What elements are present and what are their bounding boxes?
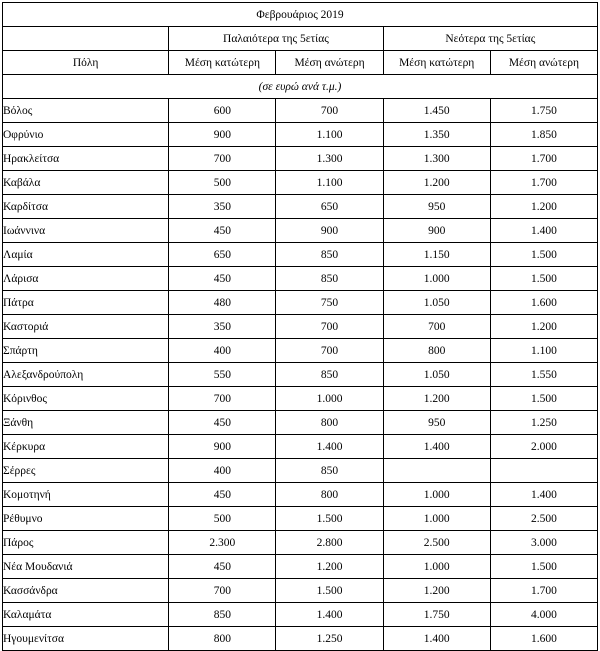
new-low-value: 1.400: [383, 627, 490, 651]
old-high-value: 800: [276, 411, 383, 435]
table-unit-note-row: [3, 75, 598, 99]
new-low-value: 1.050: [383, 363, 490, 387]
new-high-value: 2.000: [490, 435, 597, 459]
city-name: Ξάνθη: [3, 411, 169, 435]
new-low-value: 1.200: [383, 579, 490, 603]
old-low-value: 850: [169, 603, 276, 627]
old-high-value: 750: [276, 291, 383, 315]
old-high-value: 2.800: [276, 531, 383, 555]
table-row: [3, 315, 598, 339]
city-name: Αλεξανδρούπολη: [3, 363, 169, 387]
city-name: Νέα Μουδανιά: [3, 555, 169, 579]
city-name: Καρδίτσα: [3, 195, 169, 219]
old-low-value: 900: [169, 123, 276, 147]
old-low-value: 450: [169, 219, 276, 243]
table-row: [3, 483, 598, 507]
city-name: Καλαμάτα: [3, 603, 169, 627]
old-high-value: 850: [276, 267, 383, 291]
old-low-value: 900: [169, 435, 276, 459]
city-name: Κασσάνδρα: [3, 579, 169, 603]
table-row: [3, 339, 598, 363]
old-low-value: 700: [169, 387, 276, 411]
old-low-value: 350: [169, 195, 276, 219]
new-high-value: 1.700: [490, 579, 597, 603]
new-low-value: 1.200: [383, 387, 490, 411]
empty-corner-cell: [3, 27, 169, 51]
city-name: Σέρρες: [3, 459, 169, 483]
table-row: [3, 171, 598, 195]
old-low-value: 550: [169, 363, 276, 387]
table-column-header-row: [3, 51, 598, 75]
city-name: Λαμία: [3, 243, 169, 267]
unit-note: (σε ευρώ ανά τ.μ.): [3, 75, 598, 99]
new-high-value: 1.500: [490, 243, 597, 267]
table-row: [3, 531, 598, 555]
old-low-value: 500: [169, 171, 276, 195]
new-low-value: 2.500: [383, 531, 490, 555]
city-name: Ρέθυμνο: [3, 507, 169, 531]
old-low-value: 400: [169, 459, 276, 483]
table-row: [3, 459, 598, 483]
new-low-value: 1.000: [383, 267, 490, 291]
new-high-value: 1.600: [490, 627, 597, 651]
new-low-value: 1.450: [383, 99, 490, 123]
old-high-value: 850: [276, 363, 383, 387]
new-high-value: 4.000: [490, 603, 597, 627]
old-low-value: 400: [169, 339, 276, 363]
old-high-value: 850: [276, 243, 383, 267]
old-high-value: 1.100: [276, 123, 383, 147]
table-row: [3, 219, 598, 243]
new-low-value: 1.200: [383, 171, 490, 195]
city-name: Ηγουμενίτσα: [3, 627, 169, 651]
new-low-value: 1.400: [383, 435, 490, 459]
old-low-value: 700: [169, 147, 276, 171]
new-high-value: 2.500: [490, 507, 597, 531]
table-row: [3, 363, 598, 387]
old-high-value: 700: [276, 339, 383, 363]
new-low-value: 1.150: [383, 243, 490, 267]
old-low-value: 450: [169, 483, 276, 507]
old-high-value: 1.250: [276, 627, 383, 651]
new-high-value: 1.400: [490, 483, 597, 507]
new-low-value: [383, 459, 490, 483]
table-row: [3, 411, 598, 435]
new-low-value: 950: [383, 195, 490, 219]
group-header-newer: Νεότερα της 5ετίας: [383, 27, 597, 51]
old-high-value: 700: [276, 99, 383, 123]
old-high-value: 1.400: [276, 435, 383, 459]
city-name: Ηρακλείτσα: [3, 147, 169, 171]
group-header-older: Παλαιότερα της 5ετίας: [169, 27, 383, 51]
old-low-value: 2.300: [169, 531, 276, 555]
old-high-value: 650: [276, 195, 383, 219]
new-low-value: 1.000: [383, 483, 490, 507]
new-high-value: 1.850: [490, 123, 597, 147]
column-header-new-low: Μέση κατώτερη: [383, 51, 490, 75]
new-low-value: 900: [383, 219, 490, 243]
old-high-value: 900: [276, 219, 383, 243]
old-low-value: 600: [169, 99, 276, 123]
city-name: Λάρισα: [3, 267, 169, 291]
table-title-row: [3, 3, 598, 27]
city-name: Κέρκυρα: [3, 435, 169, 459]
table-row: [3, 627, 598, 651]
new-high-value: 1.250: [490, 411, 597, 435]
new-high-value: 1.200: [490, 315, 597, 339]
table-row: [3, 387, 598, 411]
new-low-value: 1.750: [383, 603, 490, 627]
old-low-value: 350: [169, 315, 276, 339]
new-high-value: 1.500: [490, 267, 597, 291]
old-high-value: 1.400: [276, 603, 383, 627]
property-price-table: [2, 2, 598, 651]
old-low-value: 450: [169, 411, 276, 435]
table-row: [3, 507, 598, 531]
old-high-value: 1.500: [276, 579, 383, 603]
old-high-value: 1.200: [276, 555, 383, 579]
column-header-old-low: Μέση κατώτερη: [169, 51, 276, 75]
new-low-value: 700: [383, 315, 490, 339]
new-high-value: 1.200: [490, 195, 597, 219]
city-name: Καβάλα: [3, 171, 169, 195]
table-row: [3, 579, 598, 603]
old-high-value: 800: [276, 483, 383, 507]
new-high-value: 1.400: [490, 219, 597, 243]
table-row: [3, 99, 598, 123]
new-high-value: 1.500: [490, 387, 597, 411]
new-low-value: 950: [383, 411, 490, 435]
old-high-value: 1.300: [276, 147, 383, 171]
old-high-value: 850: [276, 459, 383, 483]
table-row: [3, 555, 598, 579]
table-row: [3, 603, 598, 627]
new-high-value: 1.100: [490, 339, 597, 363]
city-name: Καστοριά: [3, 315, 169, 339]
new-high-value: 1.700: [490, 171, 597, 195]
city-name: Κομοτηνή: [3, 483, 169, 507]
new-high-value: 1.600: [490, 291, 597, 315]
city-name: Ιωάννινα: [3, 219, 169, 243]
old-low-value: 650: [169, 243, 276, 267]
new-high-value: 1.550: [490, 363, 597, 387]
table-row: [3, 435, 598, 459]
column-header-city: Πόλη: [3, 51, 169, 75]
table-row: [3, 243, 598, 267]
city-name: Σπάρτη: [3, 339, 169, 363]
new-high-value: 1.700: [490, 147, 597, 171]
old-high-value: 1.500: [276, 507, 383, 531]
old-low-value: 700: [169, 579, 276, 603]
old-low-value: 450: [169, 555, 276, 579]
city-name: Οφρύνιο: [3, 123, 169, 147]
old-low-value: 500: [169, 507, 276, 531]
table-row: [3, 123, 598, 147]
new-low-value: 1.300: [383, 147, 490, 171]
table-row: [3, 147, 598, 171]
new-low-value: 1.350: [383, 123, 490, 147]
column-header-old-high: Μέση ανώτερη: [276, 51, 383, 75]
table-row: [3, 267, 598, 291]
city-name: Κόρινθος: [3, 387, 169, 411]
old-low-value: 480: [169, 291, 276, 315]
old-high-value: 700: [276, 315, 383, 339]
new-high-value: 3.000: [490, 531, 597, 555]
old-low-value: 800: [169, 627, 276, 651]
table-title: Φεβρουάριος 2019: [3, 3, 598, 27]
column-header-new-high: Μέση ανώτερη: [490, 51, 597, 75]
city-name: Πάρος: [3, 531, 169, 555]
old-high-value: 1.000: [276, 387, 383, 411]
city-name: Βόλος: [3, 99, 169, 123]
table-group-header-row: [3, 27, 598, 51]
new-low-value: 1.050: [383, 291, 490, 315]
new-low-value: 800: [383, 339, 490, 363]
new-low-value: 1.000: [383, 507, 490, 531]
new-high-value: 1.500: [490, 555, 597, 579]
old-low-value: 450: [169, 267, 276, 291]
new-high-value: [490, 459, 597, 483]
city-name: Πάτρα: [3, 291, 169, 315]
table-row: [3, 195, 598, 219]
new-low-value: 1.000: [383, 555, 490, 579]
new-high-value: 1.750: [490, 99, 597, 123]
old-high-value: 1.100: [276, 171, 383, 195]
table-row: [3, 291, 598, 315]
